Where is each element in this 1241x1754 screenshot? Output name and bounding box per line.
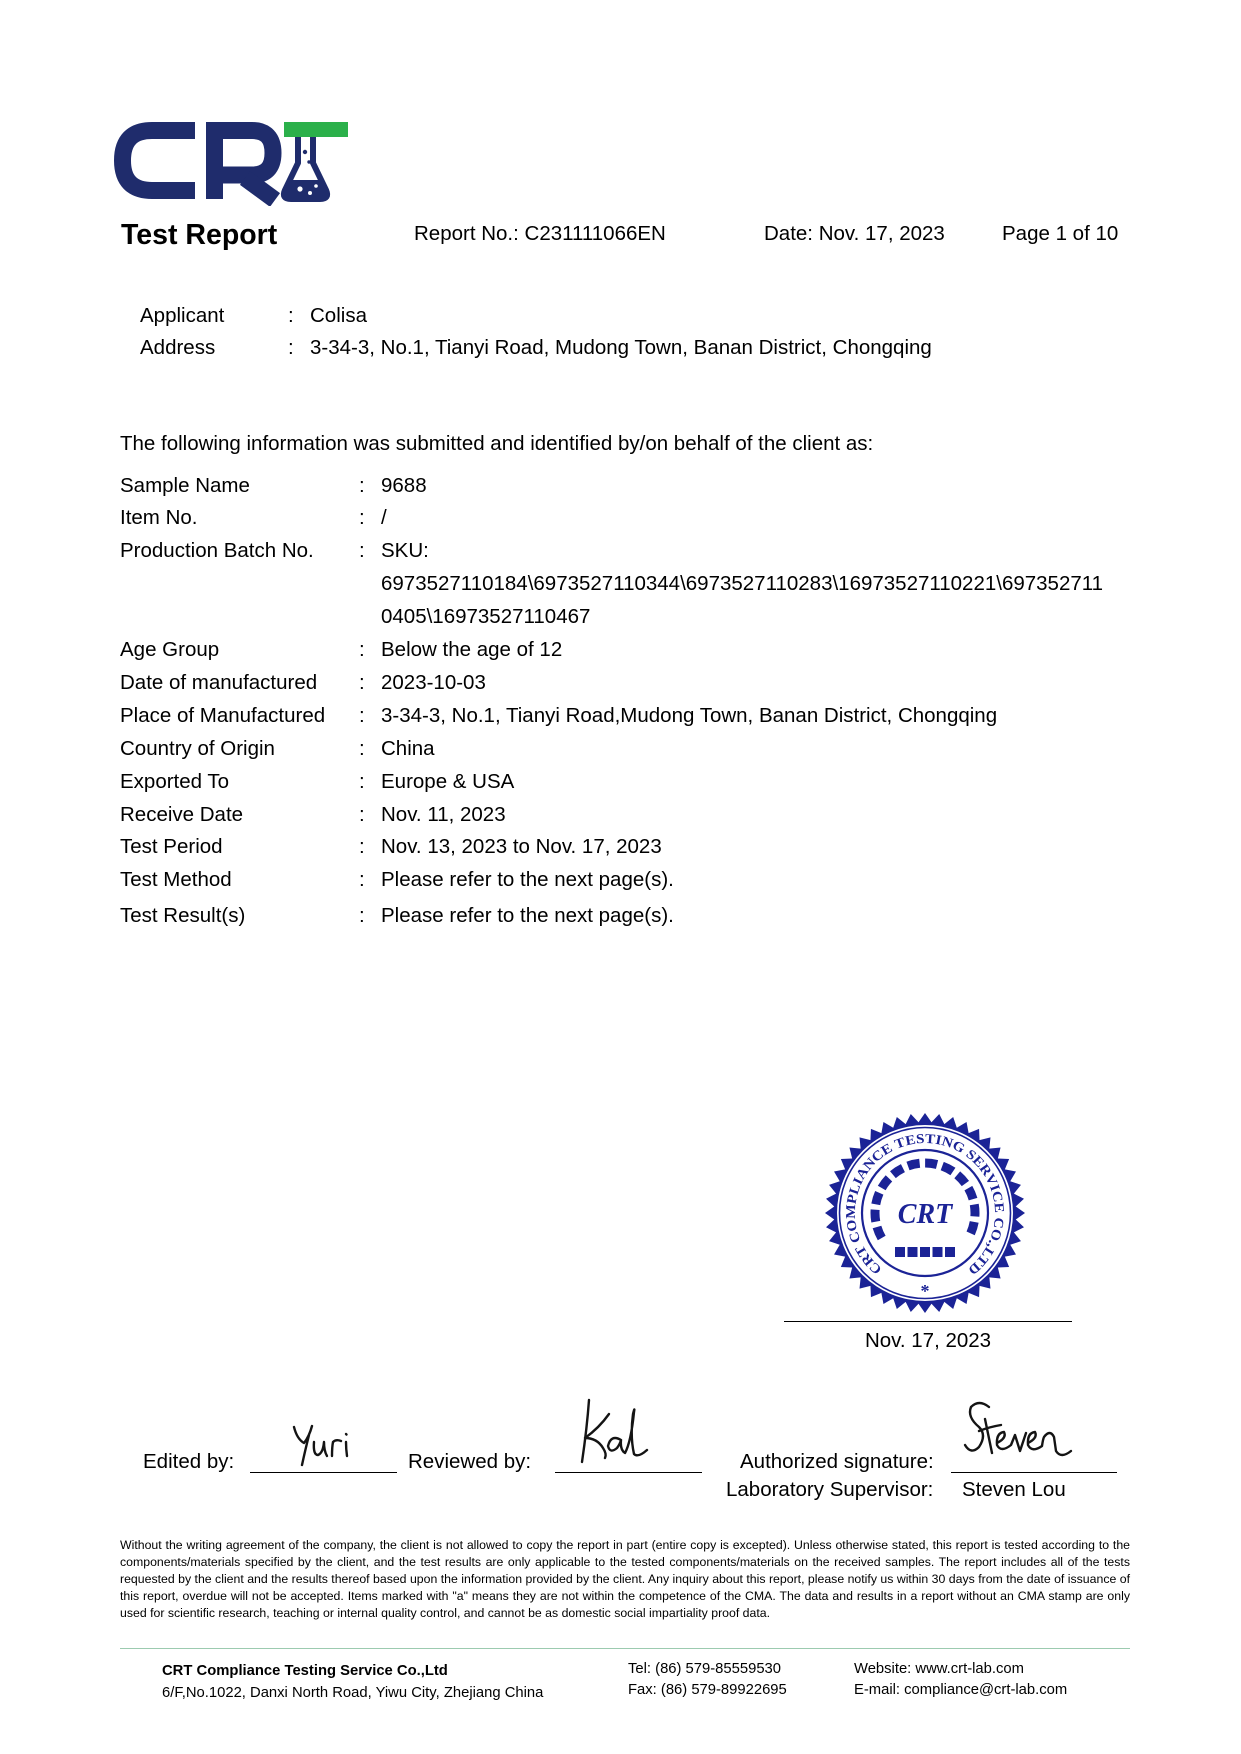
value-line: SKU: [381, 539, 429, 563]
field-separator: : [359, 670, 365, 694]
sample-info-block [120, 470, 1103, 934]
field-separator: : [359, 769, 365, 793]
logo-letter-c [123, 131, 196, 191]
reviewed-by-label: Reviewed by: [408, 1450, 532, 1473]
field-separator: : [359, 904, 365, 928]
footer-website: Website: www.crt-lab.com [854, 1661, 1024, 1677]
field-value: Below the age of 12 [381, 638, 563, 662]
info-row [120, 667, 1103, 700]
logo-flask-t-icon [284, 122, 348, 199]
field-label: Receive Date [120, 802, 244, 826]
footer-email: E-mail: compliance@crt-lab.com [854, 1682, 1068, 1698]
field-value: 9688 [381, 473, 427, 497]
field-value: / [381, 506, 387, 530]
field-separator: : [288, 336, 294, 359]
report-title: Test Report [121, 219, 278, 251]
edited-by-line [250, 1472, 397, 1473]
page-number: Page 1 of 10 [1002, 222, 1119, 245]
field-label: Applicant [140, 304, 225, 327]
footer-address: 6/F,No.1022, Danxi North Road, Yiwu City, Zhejiang China [162, 1685, 544, 1701]
info-row [120, 535, 1103, 634]
supervisor-label: Laboratory Supervisor: [726, 1478, 934, 1501]
field-value: Please refer to the next page(s). [381, 868, 674, 892]
info-row [120, 700, 1103, 733]
field-separator: : [359, 539, 365, 563]
field-value: Nov. 11, 2023 [381, 802, 506, 826]
field-label: Sample Name [120, 473, 250, 497]
field-separator: : [359, 703, 365, 727]
field-label: Item No. [120, 506, 198, 530]
info-row [120, 799, 1103, 832]
address-row [140, 332, 932, 364]
approval-date: Nov. 17, 2023 [864, 1329, 992, 1352]
field-label: Age Group [120, 638, 220, 662]
company-seal [822, 1110, 1028, 1316]
footer-fax: Fax: (86) 579-89922695 [628, 1682, 787, 1698]
applicant-block [140, 300, 932, 364]
signature-yuri [285, 1415, 365, 1470]
authorized-signature-label: Authorized signature: [740, 1450, 934, 1473]
crt-logo [110, 118, 355, 206]
field-value: 3-34-3, No.1, Tianyi Road, Mudong Town, Banan District, Chongqing [310, 336, 932, 359]
field-value: Nov. 13, 2023 to Nov. 17, 2023 [381, 835, 662, 859]
field-separator: : [288, 304, 294, 327]
field-label: Place of Manufactured [120, 703, 326, 727]
field-value: 2023-10-03 [381, 670, 486, 694]
info-row [120, 766, 1103, 799]
field-separator: : [359, 638, 365, 662]
footer-tel: Tel: (86) 579-85559530 [628, 1661, 782, 1677]
field-value: Colisa [310, 304, 367, 327]
intro-text: The following information was submitted and identified by/on behalf of the client as: [120, 432, 874, 455]
approval-date-rule [784, 1321, 1072, 1322]
value-line: 6973527110184\6973527110344\6973527110283\16973527110221\697352711 [381, 572, 1104, 596]
info-row [120, 470, 1103, 503]
field-label: Country of Origin [120, 736, 275, 760]
applicant-row [140, 300, 932, 332]
field-separator: : [359, 835, 365, 859]
signature-kal [565, 1392, 655, 1472]
legal-disclaimer: Without the writing agreement of the company, the client is not allowed to copy the report in part (entire copy is excepted). Unless otherwise stated, this report is tested according to the components/materials specified by the client, and the test results are only applicable to the tested components/materials on the received samples. The report includes all of the tests requested by the client and the results thereof based upon the information provided by the client. Any inquiry about this report, please notify us within 30 days from the date of issuance of this report, overdue will not be accepted. Items marked with "a" means they are not within the competence of the CMA. The data and results in a report without an CMA stamp are only used for scientific research, teaching or internal quality control, and cannot be as domestic social impartiality proof data. [120, 1538, 1130, 1620]
signature-steven [955, 1395, 1080, 1467]
seal-star: * [920, 1281, 930, 1301]
info-row [120, 900, 1103, 933]
field-separator: : [359, 506, 365, 530]
field-value: 3-34-3, No.1, Tianyi Road,Mudong Town, Banan District, Chongqing [381, 703, 998, 727]
footer-divider [120, 1648, 1130, 1649]
report-number: Report No.: C231111066EN [414, 222, 666, 245]
info-row [120, 864, 1103, 897]
authorized-signature-line [951, 1472, 1117, 1473]
seal-outer-text: CRT COMPLIANCE TESTING SERVICE CO.,LTD [842, 1130, 1008, 1278]
supervisor-name: Steven Lou [962, 1478, 1066, 1501]
field-label: Exported To [120, 769, 230, 793]
field-label: Test Result(s) [120, 904, 246, 928]
reviewed-by-line [555, 1472, 702, 1473]
field-separator: : [359, 802, 365, 826]
logo-green-bar [284, 122, 348, 137]
info-row [120, 733, 1103, 766]
logo-letter-r [215, 122, 276, 200]
field-label: Date of manufactured [120, 670, 318, 694]
field-label: Test Method [120, 868, 232, 892]
field-label: Test Period [120, 835, 223, 859]
footer-company-name: CRT Compliance Testing Service Co.,Ltd [162, 1663, 448, 1679]
field-label: Production Batch No. [120, 539, 314, 563]
value-line: 0405\16973527110467 [381, 605, 591, 629]
field-value: China [381, 736, 435, 760]
report-date: Date: Nov. 17, 2023 [764, 222, 945, 245]
info-row [120, 502, 1103, 535]
field-separator: : [359, 868, 365, 892]
field-separator: : [359, 736, 365, 760]
field-separator: : [359, 473, 365, 497]
edited-by-label: Edited by: [143, 1450, 235, 1473]
info-row [120, 831, 1103, 864]
seal-center-text: CRT [897, 1199, 953, 1230]
field-value-multiline [381, 535, 1103, 634]
field-label: Address [140, 336, 216, 359]
field-value: Please refer to the next page(s). [381, 904, 674, 928]
info-row [120, 634, 1103, 667]
field-value: Europe & USA [381, 769, 515, 793]
